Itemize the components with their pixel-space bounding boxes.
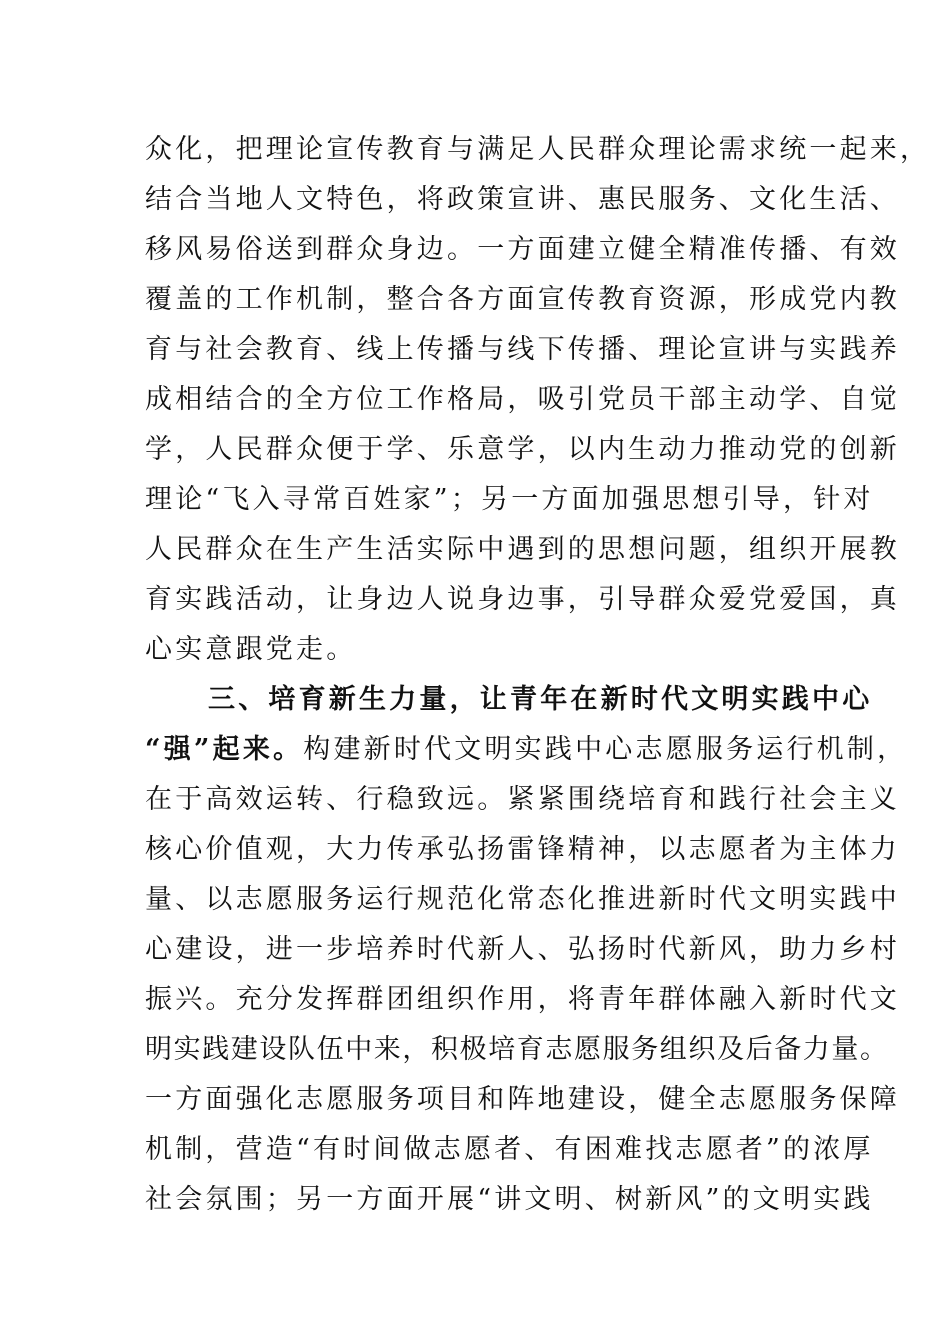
paragraph-line: 育与社会教育、线上传播与线下传播、理论宣讲与实践养 xyxy=(145,334,900,365)
paragraph-line: 一方面强化志愿服务项目和阵地建设，健全志愿服务保障 xyxy=(145,1084,900,1115)
paragraph-line: 核心价值观，大力传承弘扬雷锋精神，以志愿者为主体力 xyxy=(145,834,900,865)
paragraph-line: 众化，把理论宣传教育与满足人民群众理论需求统一起来， xyxy=(145,134,931,165)
section-heading: 三、培育新生力量，让青年在新时代文明实践中心 xyxy=(208,684,873,715)
paragraph-text: 构建新时代文明实践中心志愿服务运行机制， xyxy=(303,734,908,765)
paragraph-line: 人民群众在生产生活实际中遇到的思想问题，组织开展教 xyxy=(145,534,900,565)
paragraph-line: 机制，营造“有时间做志愿者、有困难找志愿者”的浓厚 xyxy=(145,1134,874,1165)
section-heading-continuation xyxy=(145,730,907,770)
paragraph-line: 社会氛围；另一方面开展“讲文明、树新风”的文明实践 xyxy=(145,1184,874,1215)
paragraph-line: 在于高效运转、行稳致远。紧紧围绕培育和践行社会主义 xyxy=(145,784,900,815)
paragraph-line: 成相结合的全方位工作格局，吸引党员干部主动学、自觉 xyxy=(145,384,900,415)
paragraph-line: 移风易俗送到群众身边。一方面建立健全精准传播、有效 xyxy=(145,234,900,265)
paragraph-line: 覆盖的工作机制，整合各方面宣传教育资源，形成党内教 xyxy=(145,284,900,315)
paragraph-line: 心建设，进一步培养时代新人、弘扬时代新风，助力乡村 xyxy=(145,934,900,965)
paragraph-line: 结合当地人文特色，将政策宣讲、惠民服务、文化生活、 xyxy=(145,184,900,215)
paragraph-line: 量、以志愿服务运行规范化常态化推进新时代文明实践中 xyxy=(145,884,900,915)
paragraph-line: 心实意跟党走。 xyxy=(145,634,357,665)
paragraph-line: 育实践活动，让身边人说身边事，引导群众爱党爱国，真 xyxy=(145,584,900,615)
paragraph-line: 振兴。充分发挥群团组织作用，将青年群体融入新时代文 xyxy=(145,984,900,1015)
section-heading-end: “强”起来。 xyxy=(145,734,304,765)
paragraph-line: 学，人民群众便于学、乐意学，以内生动力推动党的创新 xyxy=(145,434,900,465)
paragraph-line: 明实践建设队伍中来，积极培育志愿服务组织及后备力量。 xyxy=(145,1034,889,1065)
paragraph-line: 理论“飞入寻常百姓家”；另一方面加强思想引导，针对 xyxy=(145,484,874,515)
